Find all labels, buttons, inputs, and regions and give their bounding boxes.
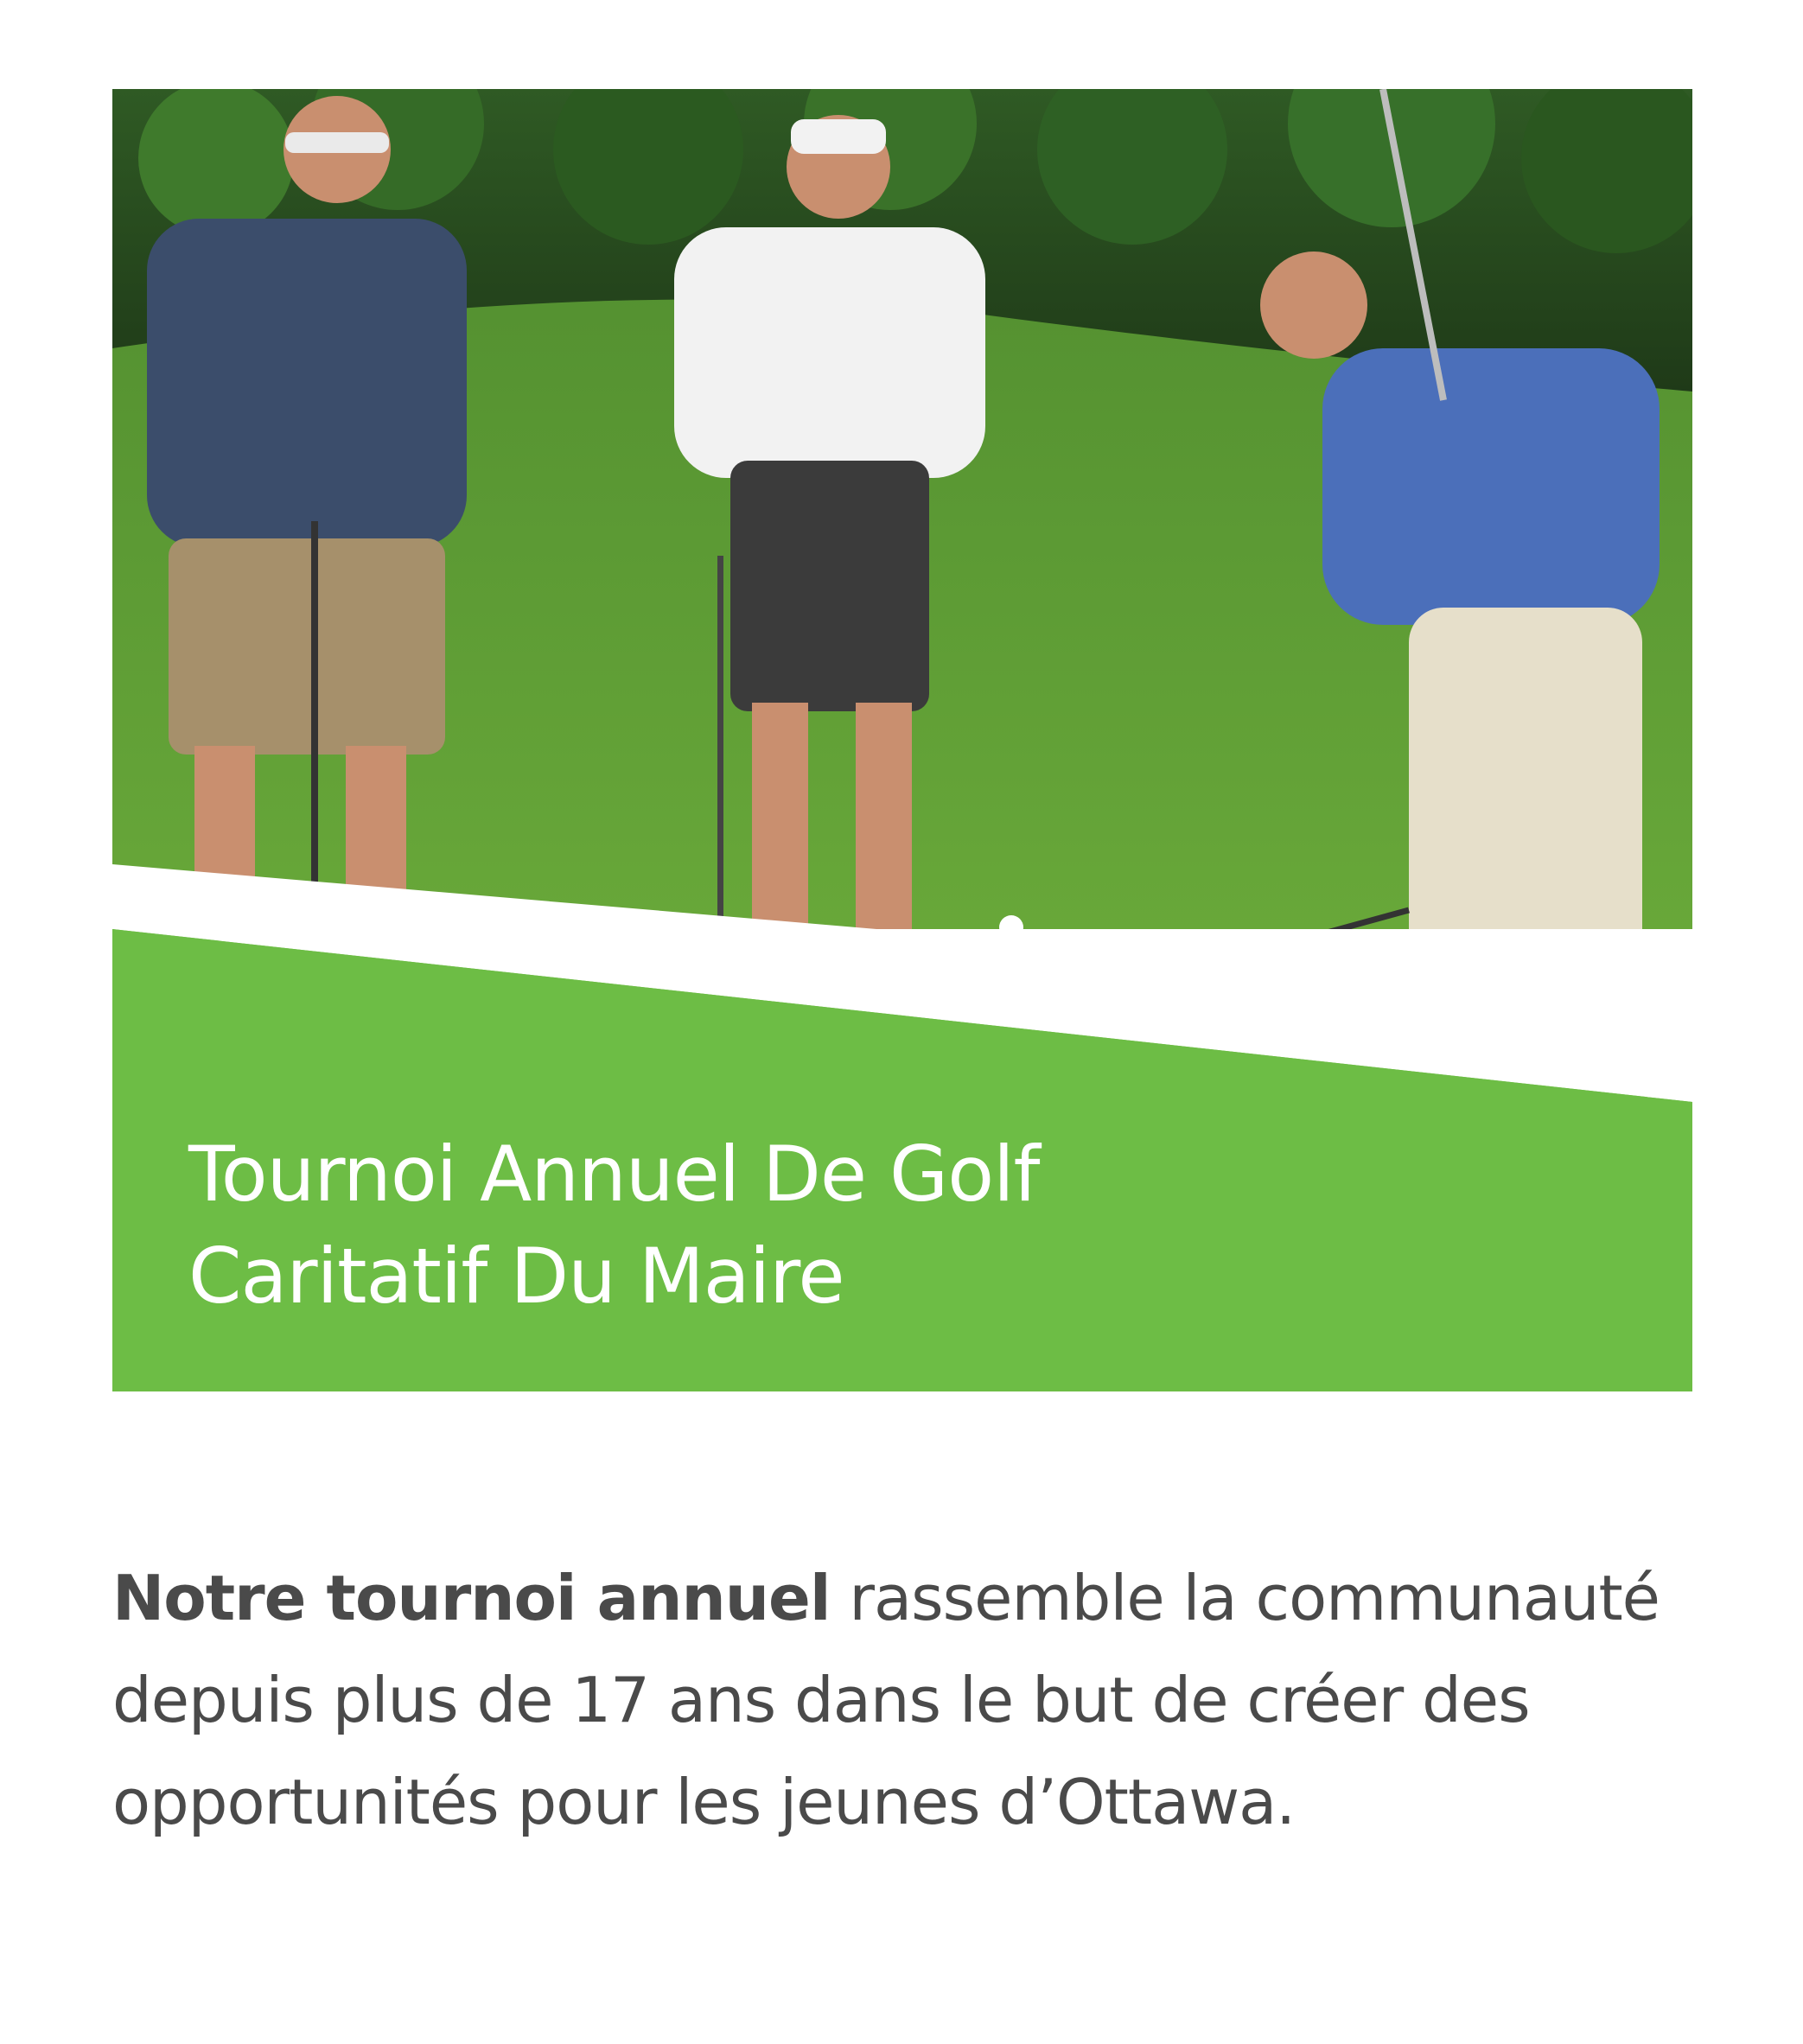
event-title-line-2: Caritatif Du Maire xyxy=(188,1232,844,1321)
banner-diagonal-edge xyxy=(112,929,1692,1102)
description-bold-lead: Notre tournoi annuel xyxy=(112,1562,831,1634)
golfers-photo xyxy=(112,89,1692,995)
event-title xyxy=(188,1124,1571,1328)
event-description xyxy=(112,1547,1694,1853)
description-body: rassemble la communauté depuis plus de 17 ans dans le but de créer des opportunités pour les jeunes d’Ottawa. xyxy=(112,1562,1660,1838)
event-title-line-1: Tournoi Annuel De Golf xyxy=(188,1130,1040,1219)
golf-scene-illustration xyxy=(112,89,1692,995)
